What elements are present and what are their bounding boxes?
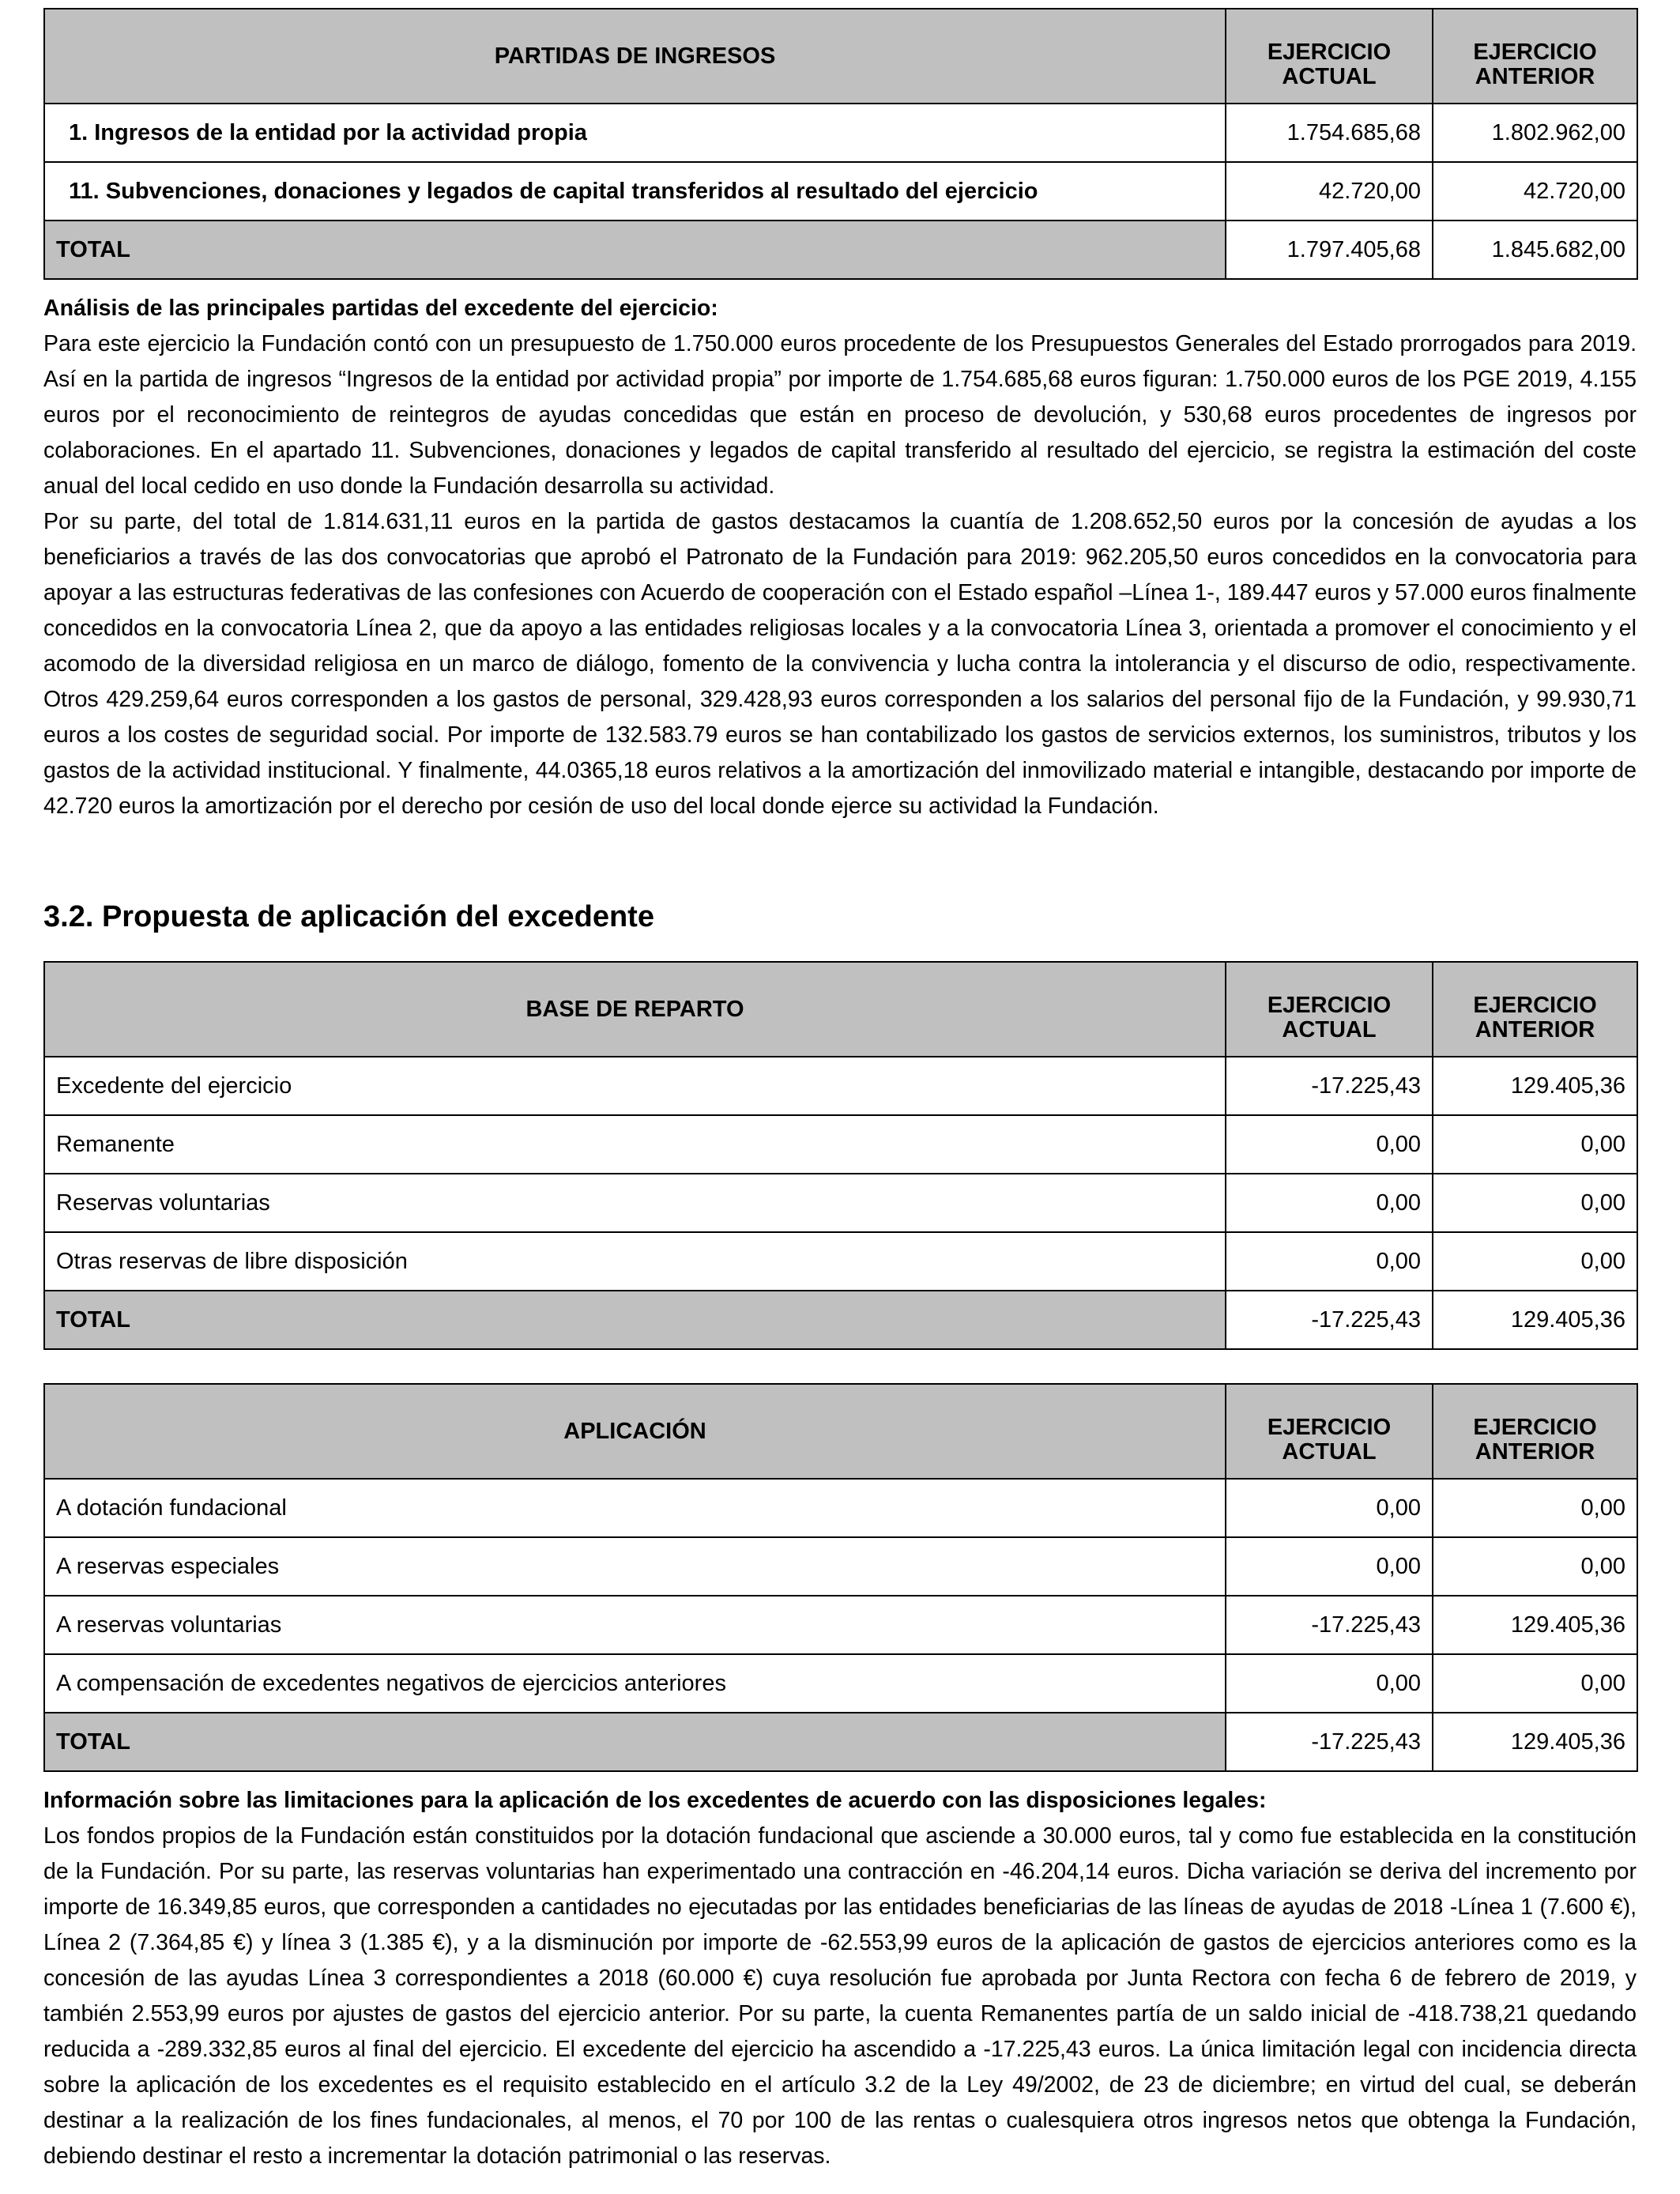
table-row: [44, 162, 1637, 221]
total-anterior: 129.405,36: [1433, 1713, 1637, 1771]
row-label: A reservas especiales: [44, 1537, 1226, 1596]
analisis-paragraph-2: Por su parte, del total de 1.814.631,11 euros en la partida de gastos destacamos la cuantía de 1.208.652,50 euros por la concesión de ayudas a los beneficiarios a través de las dos convocatorias que aprobó el Patronato de la Fundación para 2019: 962.205,50 euros concedidos en la convocatoria para apoyar a las estructuras federativas de las confesiones con Acuerdo de cooperación con el Estado español –Línea 1-, 189.447 euros y 57.000 euros finalmente concedidos en la convocatoria Línea 2, que da apoyo a las entidades religiosas locales y a la convocatoria Línea 3, orientada a promover el conocimiento y el acomodo de la diversidad religiosa en un marco de diálogo, fomento de la convivencia y lucha contra la intolerancia y el discurso de odio, respectivamente. Otros 429.259,64 euros corresponden a los gastos de personal, 329.428,93 euros corresponden a los salarios del personal fijo de la Fundación, y 99.930,71 euros a los costes de seguridad social. Por importe de 132.583.79 euros se han contabilizado los gastos de servicios externos, los suministros, tributos y los gastos de la actividad institucional. Y finalmente, 44.0365,18 euros relativos a la amortización del inmovilizado material e intangible, destacando por importe de 42.720 euros la amortización por el derecho por cesión de uso del local donde ejerce su actividad la Fundación.: [43, 509, 1637, 819]
document-page: [43, 8, 1637, 2174]
table-row: [44, 104, 1637, 162]
header-aplicacion: APLICACIÓN: [44, 1384, 1226, 1479]
header-ejercicio-anterior: EJERCICIO ANTERIOR: [1433, 9, 1637, 104]
row-label: A compensación de excedentes negativos de ejercicios anteriores: [44, 1654, 1226, 1713]
row-anterior: 1.802.962,00: [1433, 104, 1637, 162]
row-actual: 0,00: [1226, 1654, 1433, 1713]
row-anterior: 0,00: [1433, 1232, 1637, 1291]
row-actual: 1.754.685,68: [1226, 104, 1433, 162]
row-actual: 0,00: [1226, 1479, 1433, 1537]
total-row: [44, 1291, 1637, 1349]
analisis-title: Análisis de las principales partidas del excedente del ejercicio:: [43, 296, 718, 321]
row-label: Excedente del ejercicio: [44, 1057, 1226, 1115]
total-anterior: 1.845.682,00: [1433, 221, 1637, 279]
row-actual: 0,00: [1226, 1537, 1433, 1596]
total-row: [44, 1713, 1637, 1771]
row-anterior: 0,00: [1433, 1537, 1637, 1596]
header-ejercicio-actual: EJERCICIO ACTUAL: [1226, 9, 1433, 104]
limitaciones-paragraph: Los fondos propios de la Fundación están constituidos por la dotación fundacional que asciende a 30.000 euros, tal y como fue establecida en la constitución de la Fundación. Por su parte, las reservas voluntarias han experimentado una contracción en -46.204,14 euros. Dicha variación se deriva del incremento por importe de 16.349,85 euros, que corresponden a cantidades no ejecutadas por las entidades beneficiarias de las líneas de ayudas de 2018 -Línea 1 (7.600 €), Línea 2 (7.364,85 €) y línea 3 (1.385 €), y a la disminución por importe de -62.553,99 euros de la aplicación de gastos de ejercicios anteriores como es la concesión de las ayudas Línea 3 correspondientes a 2018 (60.000 €) cuya resolución fue aprobada por Junta Rectora con fecha 6 de febrero de 2019, y también 2.553,99 euros por ajustes de gastos del ejercicio anterior. Por su parte, la cuenta Remanentes partía de un saldo inicial de -418.738,21 quedando reducida a -289.332,85 euros al final del ejercicio. El excedente del ejercicio ha ascendido a -17.225,43 euros. La única limitación legal con incidencia directa sobre la aplicación de los excedentes es el requisito establecido en el artículo 3.2 de la Ley 49/2002, de 23 de diciembre; en virtud del cual, se deberán destinar a la realización de los fines fundacionales, al menos, el 70 por 100 de las rentas o cualesquiera otros ingresos netos que obtenga la Fundación, debiendo destinar el resto a incrementar la dotación patrimonial o las reservas.: [43, 1823, 1637, 2169]
header-partidas: PARTIDAS DE INGRESOS: [44, 9, 1226, 104]
table-header-row: [44, 9, 1637, 104]
header-ejercicio-anterior: EJERCICIO ANTERIOR: [1433, 962, 1637, 1057]
row-anterior: 0,00: [1433, 1174, 1637, 1232]
total-label: TOTAL: [44, 1713, 1226, 1771]
header-ejercicio-actual: EJERCICIO ACTUAL: [1226, 962, 1433, 1057]
table-row: [44, 1115, 1637, 1174]
table-row: [44, 1057, 1637, 1115]
aplicacion-table: [43, 1383, 1638, 1772]
row-actual: 0,00: [1226, 1115, 1433, 1174]
limitaciones-title: Información sobre las limitaciones para la aplicación de los excedentes de acuerdo con las disposiciones legales:: [43, 1788, 1267, 1813]
section-heading: 3.2. Propuesta de aplicación del excedente: [43, 900, 654, 933]
row-anterior: 0,00: [1433, 1115, 1637, 1174]
row-anterior: 129.405,36: [1433, 1057, 1637, 1115]
row-label: A dotación fundacional: [44, 1479, 1226, 1537]
row-label: Reservas voluntarias: [44, 1174, 1226, 1232]
total-actual: -17.225,43: [1226, 1713, 1433, 1771]
table-row: [44, 1596, 1637, 1654]
row-anterior: 42.720,00: [1433, 162, 1637, 221]
table-row: [44, 1537, 1637, 1596]
row-actual: -17.225,43: [1226, 1596, 1433, 1654]
table-header-row: [44, 962, 1637, 1057]
row-label: A reservas voluntarias: [44, 1596, 1226, 1654]
table-row: [44, 1232, 1637, 1291]
header-base-reparto: BASE DE REPARTO: [44, 962, 1226, 1057]
row-label: Remanente: [44, 1115, 1226, 1174]
total-actual: 1.797.405,68: [1226, 221, 1433, 279]
base-reparto-table: [43, 961, 1638, 1350]
ingresos-table: [43, 8, 1638, 280]
row-label: Otras reservas de libre disposición: [44, 1232, 1226, 1291]
row-anterior: 0,00: [1433, 1479, 1637, 1537]
row-anterior: 0,00: [1433, 1654, 1637, 1713]
header-ejercicio-actual: EJERCICIO ACTUAL: [1226, 1384, 1433, 1479]
row-actual: -17.225,43: [1226, 1057, 1433, 1115]
row-label: 11. Subvenciones, donaciones y legados de capital transferidos al resultado del ejercicio: [44, 162, 1226, 221]
row-label: 1. Ingresos de la entidad por la actividad propia: [44, 104, 1226, 162]
analisis-paragraph-1: Para este ejercicio la Fundación contó con un presupuesto de 1.750.000 euros procedente de los Presupuestos Generales del Estado prorrogados para 2019. Así en la partida de ingresos “Ingresos de la entidad por actividad propia” por importe de 1.754.685,68 euros figuran: 1.750.000 euros de los PGE 2019, 4.155 euros por el reconocimiento de reintegros de ayudas concedidas que están en proceso de devolución, y 530,68 euros procedentes de ingresos por colaboraciones. En el apartado 11. Subvenciones, donaciones y legados de capital transferido al resultado del ejercicio, se registra la estimación del coste anual del local cedido en uso donde la Fundación desarrolla su actividad.: [43, 331, 1637, 499]
total-row: [44, 221, 1637, 279]
row-anterior: 129.405,36: [1433, 1596, 1637, 1654]
total-anterior: 129.405,36: [1433, 1291, 1637, 1349]
total-label: TOTAL: [44, 1291, 1226, 1349]
table-row: [44, 1479, 1637, 1537]
table-header-row: [44, 1384, 1637, 1479]
row-actual: 42.720,00: [1226, 162, 1433, 221]
total-label: TOTAL: [44, 221, 1226, 279]
row-actual: 0,00: [1226, 1232, 1433, 1291]
total-actual: -17.225,43: [1226, 1291, 1433, 1349]
table-row: [44, 1654, 1637, 1713]
row-actual: 0,00: [1226, 1174, 1433, 1232]
table-row: [44, 1174, 1637, 1232]
header-ejercicio-anterior: EJERCICIO ANTERIOR: [1433, 1384, 1637, 1479]
